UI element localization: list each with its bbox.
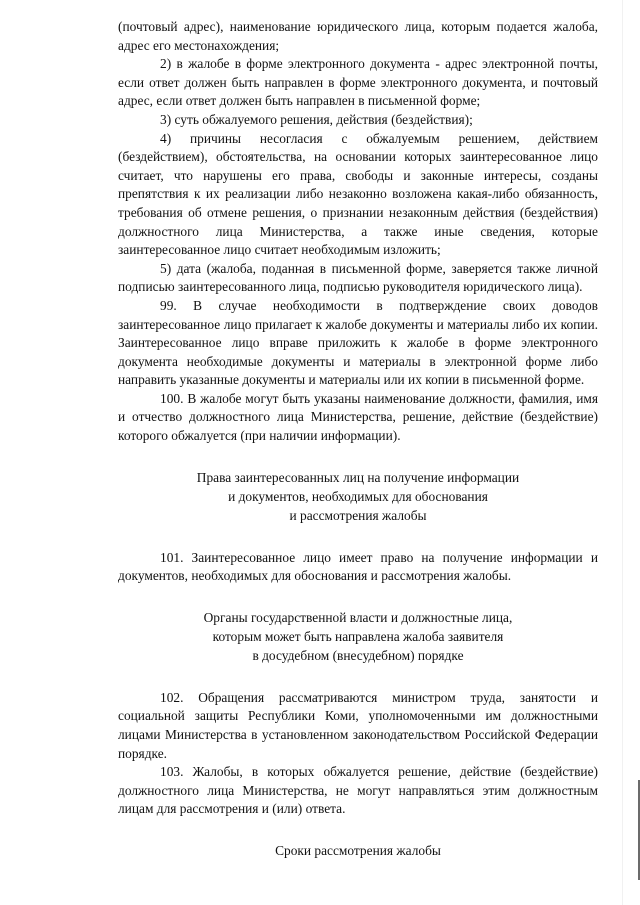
section-heading-authorities [118, 608, 598, 665]
paragraph-item-4: 4) причины несогласия с обжалуемым решением, действием (бездействием), обстоятельства, на основании которых заинтересованное лицо считает, что нарушены его права, свободы и законные интересы, созданы препятствия к их реализации либо незаконно возложена какая-либо обязанность, требования об отмене решения, о признании незаконным действия (бездействия) должностного лица Министерства, а также иные сведения, которые заинтересованное лицо считает необходимым изложить; [118, 130, 598, 258]
document-body [118, 18, 598, 860]
heading-line: которым может быть направлена жалоба заявителя [212, 628, 504, 644]
heading-line: Органы государственной власти и должностные лица, [203, 609, 513, 625]
heading-line: в досудебном (внесудебном) порядке [252, 647, 464, 663]
paragraph-item-2: 2) в жалобе в форме электронного документа - адрес электронной почты, если ответ должен быть направлен в форме электронного документа, и почтовый адрес, если ответ должен быть направлен в письменной форме; [118, 56, 598, 109]
paragraph-100: 100. В жалобе могут быть указаны наименование должности, фамилия, имя и отчество должностного лица Министерства, решение, действие (бездействие) которого обжалуется (при наличии информации). [118, 390, 598, 444]
paragraph-item-3: 3) суть обжалуемого решения, действия (бездействия); [160, 111, 473, 127]
paragraph-102: 102. Обращения рассматриваются министром труда, занятости и социальной защиты Республики Коми, уполномоченными им должностными лицами Министерства в установленном законодательством Российской Федерации порядке. [118, 689, 598, 761]
paragraph-103: 103. Жалобы, в которых обжалуется решение, действие (бездействие) должностного лица Министерства, не могут направляться этим должностным лицам для рассмотрения и (или) ответа. [118, 764, 598, 817]
paragraph-101: 101. Заинтересованное лицо имеет право на получение информации и документов, необходимых для обоснования и рассмотрения жалобы. [118, 549, 598, 584]
heading-line: Права заинтересованных лиц на получение информации [196, 469, 520, 485]
section-heading-terms [118, 841, 598, 860]
heading-line: и документов, необходимых для обоснования [228, 488, 488, 504]
heading-line: и рассмотрения жалобы [289, 507, 427, 523]
scan-edge-shadow [622, 0, 623, 905]
paragraph-99: 99. В случае необходимости в подтверждение своих доводов заинтересованное лицо прилагает к жалобе документы и материалы либо их копии. Заинтересованное лицо вправе приложить к жалобе в форме электронного документа необходимые документы и материалы в электронной форме либо направить указанные документы и материалы или их копии в письменной форме. [118, 297, 598, 388]
heading-line: Сроки рассмотрения жалобы [275, 843, 441, 858]
section-heading-rights [118, 468, 598, 525]
paragraph-item-5: 5) дата (жалоба, поданная в письменной форме, заверяется также личной подписью заинтересованного лица, подписью руководителя юридического лица). [118, 260, 598, 295]
paragraph-sender-address: (почтовый адрес), наименование юридического лица, которым подается жалоба, адрес его местонахождения; [118, 19, 598, 53]
